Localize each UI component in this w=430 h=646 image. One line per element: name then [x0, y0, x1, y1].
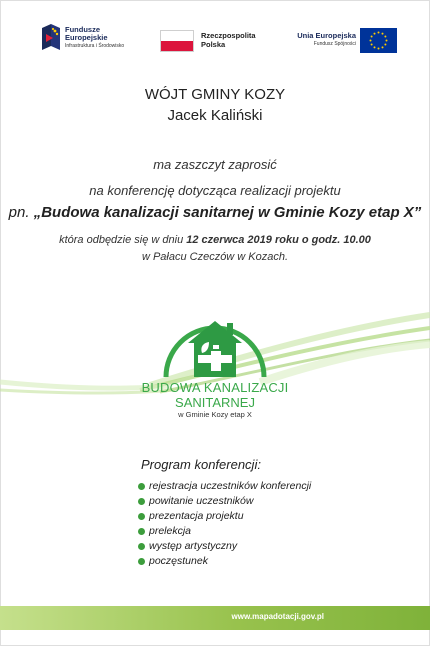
date-line [0, 234, 430, 246]
unia-europejska-logo [286, 28, 398, 54]
program-item: prelekcja [138, 524, 311, 539]
bullet-icon [138, 498, 145, 505]
date-prefix: która odbędzie się w dniu [59, 234, 187, 246]
ue-sub: Fundusz Spójności [313, 41, 356, 47]
invitation-line2: na konferencję dotycząca realizacji projektu [89, 183, 341, 198]
program-item: poczęstunek [138, 554, 311, 569]
fe-sub: Infrastruktura i Środowisko [65, 43, 125, 49]
eu-flag-icon [360, 28, 397, 53]
rp-line1: Rzeczpospolita [201, 31, 256, 40]
program-title: Program konferencji: [141, 457, 261, 472]
program-item: występ artystyczny [138, 539, 311, 554]
bullet-icon [138, 558, 145, 565]
program-item: prezentacja projektu [138, 509, 311, 524]
fe-line1: Fundusze [65, 25, 100, 34]
house-pipe-icon [158, 305, 272, 381]
ue-line1: Unia Europejska [297, 31, 356, 40]
bullet-icon [138, 483, 145, 490]
fundusze-europejskie-logo [40, 24, 150, 58]
invitation-host-name: Jacek Kaliński [167, 107, 263, 124]
program-item: rejestracja uczestników konferencji [138, 479, 311, 494]
project-name: „Budowa kanalizacji sanitarnej w Gminie Kozy etap X” [33, 204, 422, 221]
invitation-title: WÓJT GMINY KOZY [144, 86, 286, 103]
emblem-line3: w Gminie Kozy etap X [178, 410, 252, 419]
project-prefix: pn. [8, 204, 34, 221]
fundusze-europejskie-icon [40, 24, 62, 54]
project-name-line [0, 204, 430, 221]
fe-line2: Europejskie [65, 33, 108, 42]
footer-bar [0, 606, 430, 630]
invitation-line1: ma zaszczyt zaprosić [153, 157, 277, 172]
bullet-icon [138, 528, 145, 535]
emblem-line1: BUDOWA KANALIZACJI [141, 380, 289, 395]
footer-url[interactable]: www.mapadotacji.gov.pl [231, 612, 324, 621]
program-list [138, 479, 311, 569]
emblem-line2: SANITARNEJ [175, 395, 255, 410]
bullet-icon [138, 513, 145, 520]
rzeczpospolita-logo [160, 28, 270, 54]
header-logos [0, 22, 430, 58]
place-line: w Pałacu Czeczów w Kozach. [141, 251, 289, 263]
program-item: powitanie uczestników [138, 494, 311, 509]
rp-line2: Polska [201, 40, 226, 49]
date-value: 12 czerwca 2019 roku o godz. 10.00 [186, 234, 371, 246]
bullet-icon [138, 543, 145, 550]
polish-flag-icon [160, 30, 194, 52]
